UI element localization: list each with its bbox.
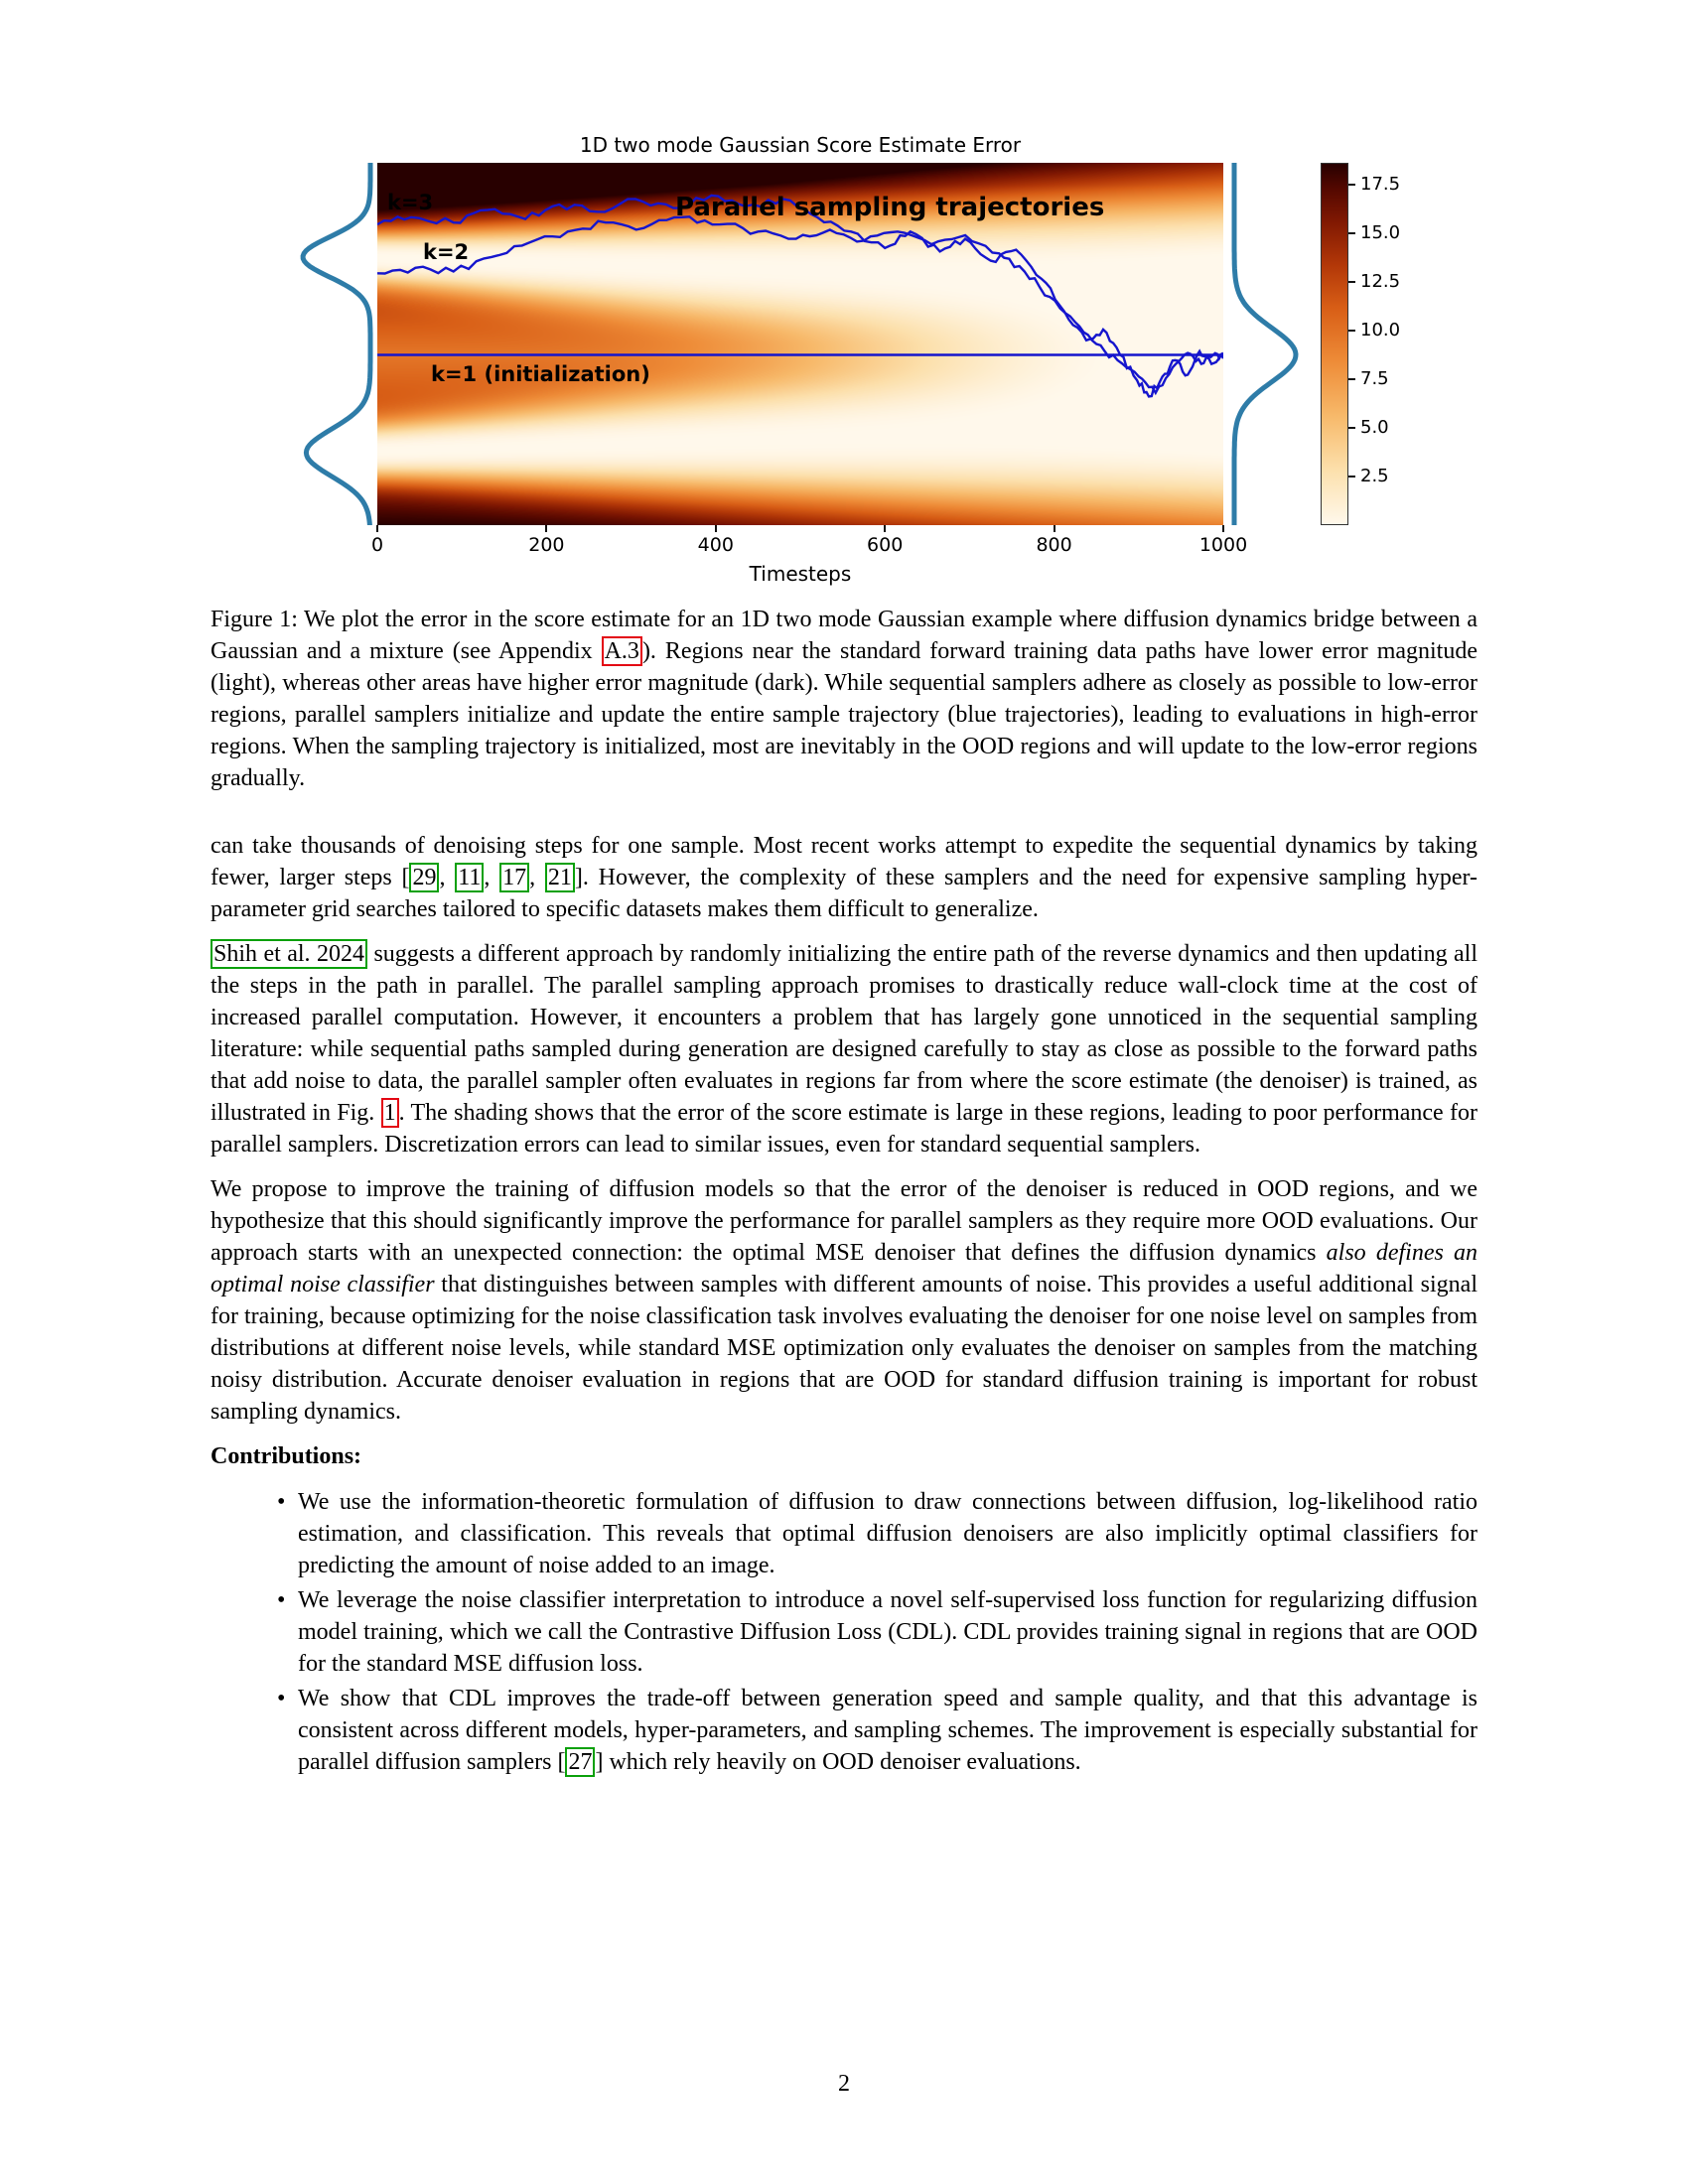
colorbar-tick-label: 10.0 [1360,319,1401,341]
colorbar-tick-mark [1348,281,1355,283]
text-run: We propose to improve the training of diffusion models so that the error of the denoiser is reduced in OOD regions, and we hypothesize that this should significantly improve the performance for parallel samplers as they require more OOD evaluations. Our approach starts with an unexpected connection: the optimal MSE denoiser that defines the diffusion dynamics [211,1176,1477,1266]
text-run: Figure 1: We plot the error in the score estimate for an 1D two mode Gaussian example where diffusion dynamics bridge between a Gaussian and a mixture (see Appendix [211,607,1477,664]
x-tick-mark [884,525,886,532]
x-tick-label: 200 [528,534,565,556]
text-run: We show that CDL improves the trade-off between generation speed and sample quality, and that this advantage is consistent across different models, hyper-parameters, and sampling schemes. The improvement is especially substantial for parallel diffusion samplers [ [298,1686,1477,1775]
x-tick-label: 600 [867,534,904,556]
colorbar-tick-mark [1348,330,1355,332]
colorbar [1321,163,1440,525]
right-density-path [1234,163,1296,525]
x-tick-label: 0 [370,534,384,556]
emphasis-text: also defines an optimal noise classifier [211,1240,1477,1297]
text-run: We use the information-theoretic formulation of diffusion to draw connections between diffusion, log-likelihood ratio estimation, and classification. This reveals that optimal diffusion denoisers are also implicitly optimal classifiers for predicting the amount of noise added to an image. [298,1489,1477,1578]
text-run: . The shading shows that the error of the score estimate is large in these regions, leading to poor performance for parallel samplers. Discretization errors can lead to similar issues, even for standard sequential samplers. [211,1100,1477,1158]
colorbar-tick-mark [1348,427,1355,429]
text-run: We leverage the noise classifier interpretation to introduce a novel self-supervised loss function for regularizing diffusion model training, which we call the Contrastive Diffusion Loss (CDL). CDL provides training signal in regions that are OOD for the standard MSE diffusion loss. [298,1587,1477,1677]
x-tick-mark [715,525,717,532]
text-run: , [529,865,545,890]
x-axis-label: Timesteps [749,562,852,586]
left-density-path [303,163,370,525]
x-axis-ticks [370,525,1248,559]
internal-ref-link[interactable]: A.3 [602,636,642,666]
x-tick-mark [1222,525,1224,532]
contribution-item-3 [298,1683,1477,1778]
colorbar-gradient [1321,163,1348,525]
heatmap-plot [370,163,1248,556]
colorbar-tick-mark [1348,184,1355,186]
paragraph-3 [211,1173,1477,1428]
x-tick-label: 400 [697,534,734,556]
x-tick-label: 800 [1036,534,1072,556]
colorbar-tick-label: 2.5 [1360,465,1389,486]
paragraph-2 [211,938,1477,1160]
contributions-list [211,1486,1477,1778]
x-tick-label: 1000 [1198,534,1248,556]
plot-title: 1D two mode Gaussian Score Estimate Error [579,133,1022,157]
citation-link[interactable]: 11 [455,863,484,892]
figure-1 [0,131,1688,598]
text-run: ). Regions near the standard forward training data paths have lower error magnitude (light), whereas other areas have higher error magnitude (dark). While sequential samplers adhere as closely as possible to low-error regions, parallel samplers initialize and update the entire sample trajectory (blue trajectories), leading to evaluations in high-error regions. When the sampling trajectory is initialized, most are inevitably in the OOD regions and will update to the low-error regions gradually. [211,638,1478,791]
text-run: ] which rely heavily on OOD denoiser evaluations. [595,1749,1081,1775]
text-run: suggests a different approach by randomly initializing the entire path of the reverse dynamics and then updating all the steps in the path in parallel. The parallel sampling approach promises to drastically reduce wall-clock time at the cost of increased parallel computation. However, it encounters a problem that has largely gone unnoticed in the sequential sampling literature: while sequential paths sampled during generation are designed carefully to stay as close as possible to the forward paths that add noise to data, the parallel sampler often evaluates in regions far from where the score estimate (the denoiser) is trained, as illustrated in Fig. [211,941,1478,1126]
annotation-parallel-sampling-trajectories: Parallel sampling trajectories [675,193,1105,222]
page-number: 2 [838,2071,850,2097]
contributions-heading: Contributions: [211,1443,362,1469]
text-run: , [439,865,456,890]
left-marginal-density-curve [294,163,373,525]
text-run: can take thousands of denoising steps for one sample. Most recent works attempt to expedite the sequential dynamics by taking fewer, larger steps [ [211,833,1477,890]
colorbar-tick-label: 5.0 [1360,416,1389,438]
x-tick-mark [376,525,378,532]
text-run: ]. However, the complexity of these samplers and the need for expensive sampling hyper-parameter grid searches tailored to specific datasets makes them difficult to generalize. [211,865,1478,922]
paragraph-1 [211,830,1477,925]
body-text [211,830,1477,1778]
contribution-item-2 [298,1584,1477,1680]
citation-link[interactable]: 29 [409,863,439,892]
text-run: that distinguishes between samples with different amounts of noise. This provides a useful additional signal for training, because optimizing for the noise classification task involves evaluating the denoiser for one noise level on samples from distributions at different noise levels, while standard MSE optimization only evaluates the denoiser on samples from the matching noisy distribution. Accurate denoiser evaluation in regions that are OOD for standard diffusion training is important for robust sampling dynamics. [211,1272,1477,1425]
citation-link[interactable]: 21 [545,863,575,892]
colorbar-tick-mark [1348,232,1355,234]
colorbar-tick-label: 15.0 [1360,221,1401,243]
text-column [211,596,1477,1781]
right-marginal-density-curve [1231,163,1305,525]
annotation-k3: k=3 [387,191,434,214]
colorbar-tick-mark [1348,378,1355,380]
annotation-k2: k=2 [423,240,470,264]
x-tick-mark [545,525,547,532]
citation-link[interactable]: 27 [565,1747,595,1777]
internal-ref-link[interactable]: 1 [381,1098,399,1128]
colorbar-tick-label: 17.5 [1360,173,1401,195]
colorbar-tick-label: 7.5 [1360,367,1389,389]
figure-caption [211,604,1477,794]
colorbar-tick-label: 12.5 [1360,270,1401,292]
citation-link[interactable]: Shih et al. 2024 [211,939,367,969]
annotation-k1-initialization: k=1 (initialization) [431,362,650,386]
text-run: , [484,865,500,890]
colorbar-tick-labels [1348,163,1438,525]
contribution-item-1 [298,1486,1477,1581]
citation-link[interactable]: 17 [499,863,529,892]
x-tick-mark [1054,525,1055,532]
colorbar-tick-mark [1348,476,1355,478]
